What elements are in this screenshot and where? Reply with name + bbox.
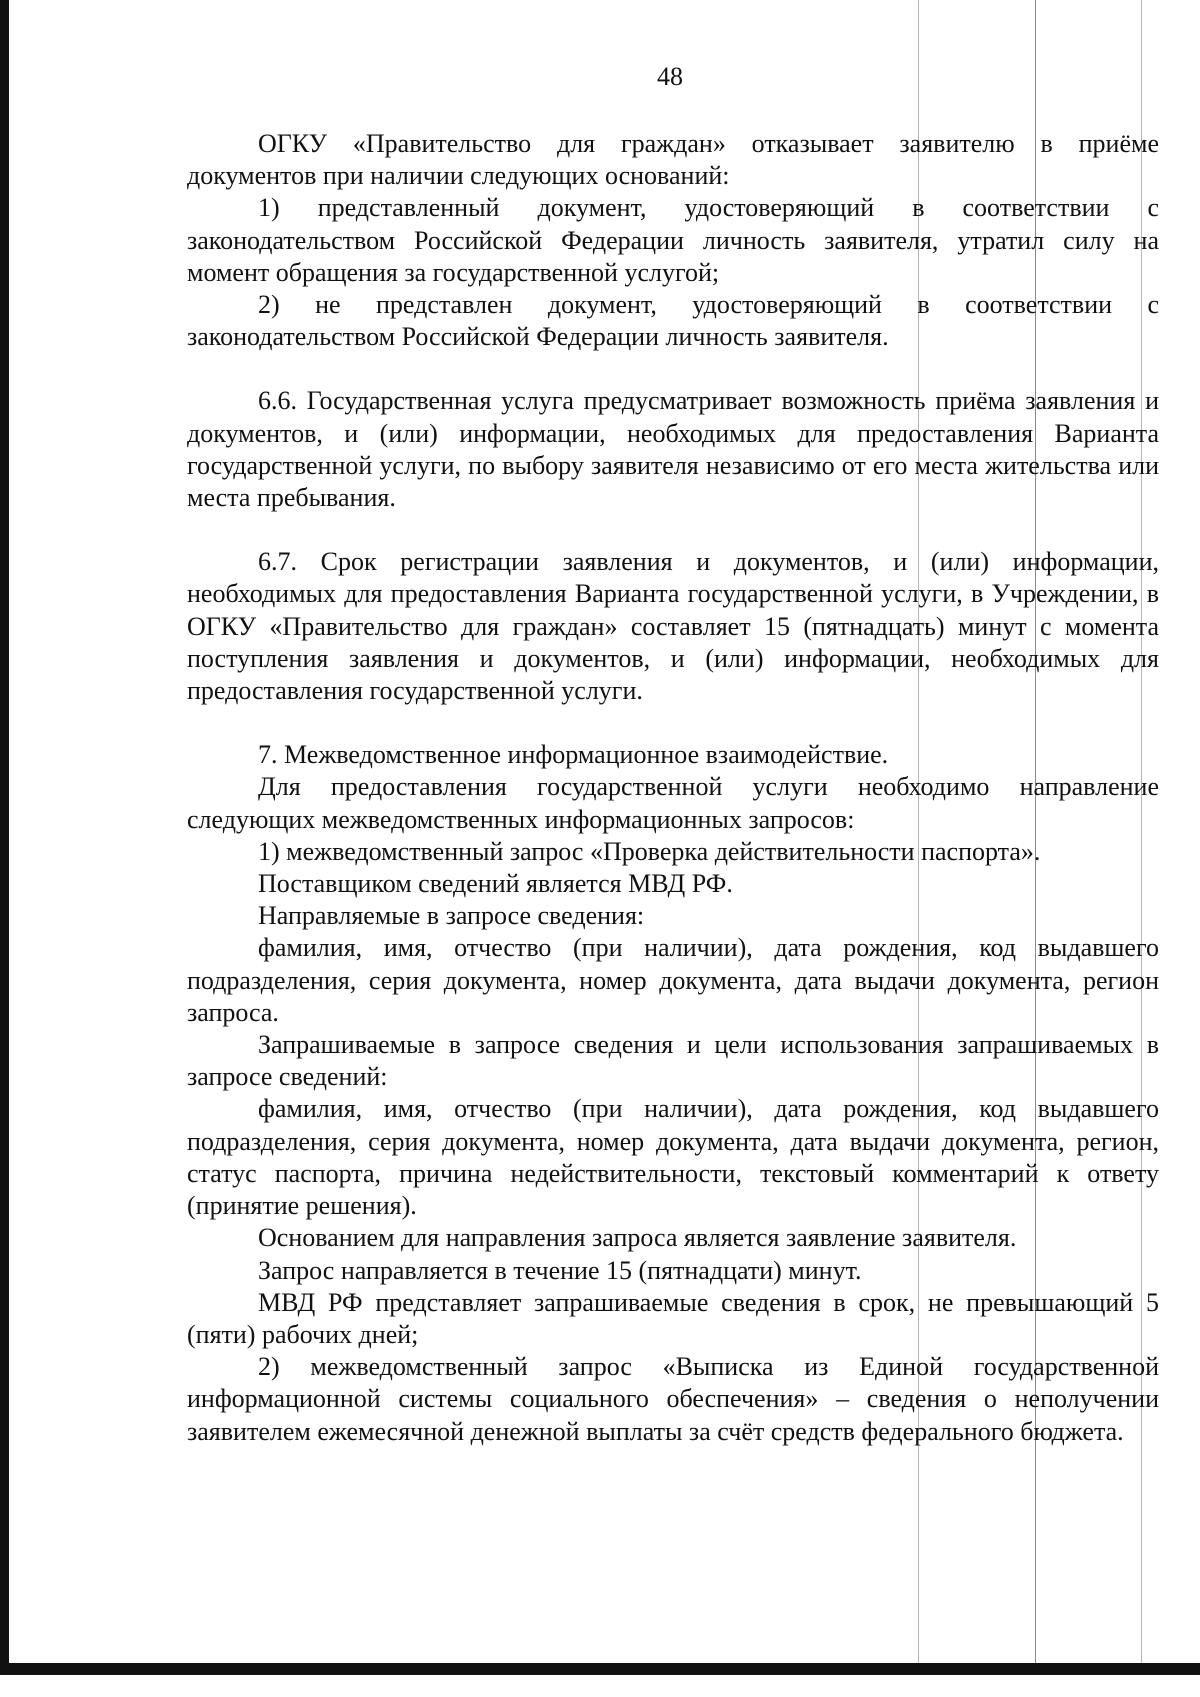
section-7-heading: 7. Межведомственное информационное взаимодействие. — [258, 740, 889, 770]
paragraph: ОГКУ «Правительство для граждан» отказывает заявителю в приёме документов при наличии следующих оснований: — [187, 129, 1159, 191]
paragraph: 2) межведомственный запрос «Выписка из Единой государственной информационной системы социального обеспечения» – сведения о неполучении заявителем ежемесячной денежной выплаты за счёт средств федерального бюджета. — [187, 1352, 1159, 1446]
document-body — [187, 128, 1159, 1448]
paragraph: Основанием для направления запроса является заявление заявителя. — [258, 1223, 1017, 1253]
paragraph: Направляемые в запросе сведения: — [258, 901, 645, 931]
paragraph: Поставщиком сведений является МВД РФ. — [258, 869, 733, 899]
paragraph: фамилия, имя, отчество (при наличии), дата рождения, код выдавшего подразделения, серия документа, номер документа, дата выдачи документа, регион, статус паспорта, причина недействительности, текстовый комментарий к ответу (принятие решения). — [187, 1094, 1159, 1221]
section-6-7-paragraph: 6.7. Срок регистрации заявления и документов, и (или) информации, необходимых для предоставления Варианта государственной услуги, в Учреждении, в ОГКУ «Правительство для граждан» составляет 15 (пятнадцать) минут с момента поступления заявления и документов, и (или) информации, необходимых для предоставления государственной услуги. — [187, 547, 1159, 706]
page-number: 48 — [657, 62, 683, 91]
paragraph: 1) представленный документ, удостоверяющий в соответствии с законодательством Российской Федерации личность заявителя, утратил силу на момент обращения за государственной услугой; — [187, 193, 1159, 287]
paragraph: Запрос направляется в течение 15 (пятнадцати) минут. — [258, 1255, 862, 1285]
paragraph: фамилия, имя, отчество (при наличии), дата рождения, код выдавшего подразделения, серия документа, номер документа, дата выдачи документа, регион запроса. — [187, 933, 1159, 1027]
section-6-6-paragraph: 6.6. Государственная услуга предусматривает возможность приёма заявления и документов, и (или) информации, необходимых для предоставления Варианта государственной услуги, по выбору заявителя независимо от его места жительства или места пребывания. — [187, 386, 1159, 513]
paragraph: Запрашиваемые в запросе сведения и цели использования запрашиваемых в запросе сведений: — [187, 1030, 1159, 1092]
paragraph: Для предоставления государственной услуги необходимо направление следующих межведомственных информационных запросов: — [187, 772, 1159, 834]
paragraph: 2) не представлен документ, удостоверяющий в соответствии с законодательством Российской Федерации личность заявителя. — [187, 290, 1159, 352]
scan-border-bottom — [0, 1663, 1200, 1675]
paragraph: МВД РФ представляет запрашиваемые сведения в срок, не превышающий 5 (пяти) рабочих дней; — [187, 1287, 1159, 1349]
paragraph: 1) межведомственный запрос «Проверка действительности паспорта». — [258, 836, 1041, 866]
scan-border-left — [0, 0, 9, 1663]
